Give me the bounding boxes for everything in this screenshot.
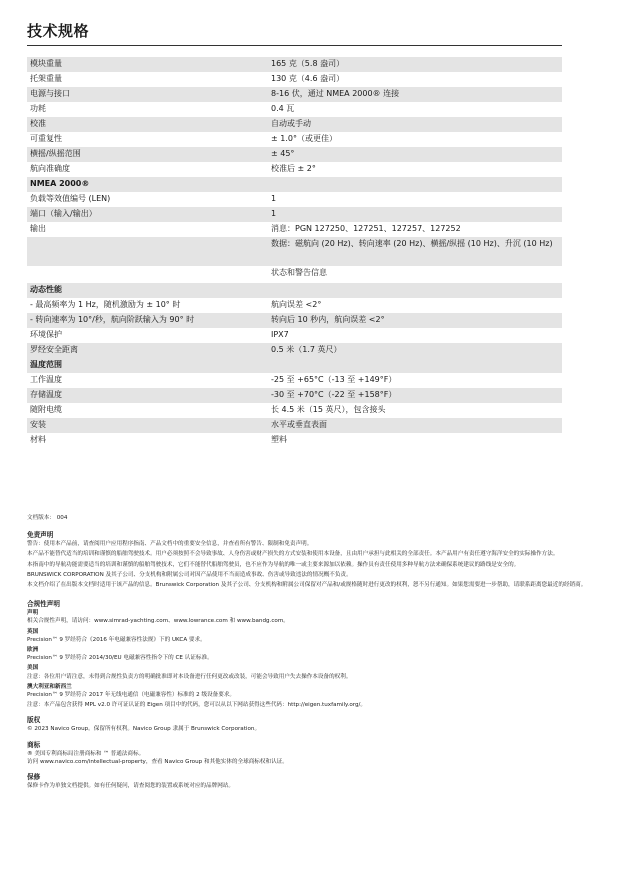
spec-row: [27, 207, 562, 222]
spec-row: [27, 87, 562, 102]
spec-value: 1: [271, 209, 277, 218]
page-title: 技术规格: [27, 22, 90, 40]
spec-row: [27, 192, 562, 207]
spec-value: 130 克（4.6 盎司）: [271, 74, 345, 83]
spec-value: 0.5 米（1.7 英尺）: [271, 345, 342, 354]
spec-table: [27, 57, 562, 448]
disclaimer-paragraph: 本产品不能替代适当的培训和谨慎的船舶驾驶技术。用户必须按照不会导致事故、人身伤害或财产损失的方式安装和使用本设备，且由用户承担与此相关的全部责任。本产品用户有责任遵守海洋安全的实际操作方法。: [27, 551, 559, 558]
spec-label: 模块重量: [30, 59, 62, 68]
spec-label: 工作温度: [30, 375, 62, 384]
disclaimer-paragraph: BRUNSWICK CORPORATION 及其子公司、分支机构和附属公司对因产品使用不当而造成事故、伤害或导致违法的情况概不负责。: [27, 571, 352, 578]
section-heading-nmea: [27, 177, 562, 192]
section-heading-label: 温度范围: [30, 360, 62, 369]
spec-value: 水平或垂直表面: [271, 420, 327, 429]
compliance-heading: 合规性声明: [27, 600, 60, 609]
disclaimer-paragraph: 警告：使用本产品前，请查阅用户应用程序指南、产品文档中的重要安全信息，并查看所有警告、限制和免责声明。: [27, 541, 313, 548]
section-heading-label: NMEA 2000®: [30, 179, 90, 188]
spec-value: 校准后 ± 2°: [271, 164, 316, 173]
spec-label: 存储温度: [30, 390, 62, 399]
legal-footer: [27, 514, 587, 792]
spec-row: [27, 266, 562, 281]
spec-value: 转向后 10 秒内，航向误差 <2°: [271, 315, 385, 324]
spec-label: 随附电缆: [30, 405, 62, 414]
spec-value: 长 4.5 米（15 英尺），包含接头: [271, 405, 386, 414]
spec-row: [27, 102, 562, 117]
spec-row: [27, 373, 562, 388]
spec-label: 罗经安全距离: [30, 345, 78, 354]
spec-value-continued: 数据：磁航向 (20 Hz)、转向速率 (20 Hz)、横摇/纵摇 (10 Hz)、升沉 (10 Hz): [271, 239, 553, 248]
spec-row: [27, 117, 562, 132]
spec-label: 航向准确度: [30, 164, 70, 173]
spec-value: IPX7: [271, 330, 289, 339]
spec-row: [27, 403, 562, 418]
spec-label: 端口（输入/输出）: [30, 209, 97, 218]
spec-value: -25 至 +65°C（-13 至 +149°F）: [271, 375, 397, 384]
spec-row: [27, 298, 562, 313]
spec-label: 材料: [30, 435, 46, 444]
spec-row: [27, 72, 562, 87]
title-divider: [27, 45, 562, 46]
spec-value: 消息：PGN 127250、127251、127257、127252: [271, 224, 461, 233]
eu-paragraph: Precision™ 9 罗经符合 2014/30/EU 电磁兼容性指令下的 CE 认证标准。: [27, 655, 213, 662]
spec-row: [27, 433, 562, 448]
trademark-heading: 商标: [27, 740, 41, 749]
trademark-paragraph: ® 美国专利商标局注册商标和 ™ 普通法商标。: [27, 750, 145, 757]
trademark-paragraph: 访问 www.navico.com/intellectual-property，查看 Navico Group 和其他实体的全球商标权和认证。: [27, 758, 288, 765]
spec-label: 托架重量: [30, 74, 62, 83]
spec-value: 自动或手动: [271, 119, 311, 128]
spec-row: [27, 147, 562, 162]
spec-label: - 最高频率为 1 Hz，随机激励为 ± 10° 时: [30, 300, 181, 309]
spec-row: [27, 388, 562, 403]
section-heading-temperature: [27, 358, 562, 373]
copyright-heading: 版权: [27, 716, 41, 725]
spec-row: [27, 162, 562, 177]
us-subheading: 美国: [27, 665, 39, 672]
eu-subheading: 欧洲: [27, 647, 39, 654]
disclaimer-paragraph: 本指南中的导航功能需要适当的培训和谨慎的船舶驾驶技术，它们不能替代船舶驾驶员，也不应作为导航的唯一或主要来源加以依赖。操作员有责任使用多种导航方法来确保系统建议的路线是安全的。: [27, 561, 520, 568]
spec-value: ± 45°: [271, 149, 295, 158]
spec-row: [27, 418, 562, 433]
spec-label: 电源与接口: [30, 89, 70, 98]
warranty-paragraph: 保修卡作为单独文档提供。如有任何疑问，请查阅您的装置或系统对应的品牌网站。: [27, 783, 234, 790]
spec-row: [27, 237, 562, 266]
uk-subheading: 英国: [27, 628, 39, 635]
spec-label: 校准: [30, 119, 46, 128]
spec-label: 横摇/纵摇范围: [30, 149, 81, 158]
spec-row: [27, 57, 562, 72]
spec-label: 负载等效值编号 (LEN): [30, 194, 111, 203]
spec-row: [27, 132, 562, 147]
spec-value: 0.4 瓦: [271, 104, 295, 113]
spec-label: 可重复性: [30, 134, 62, 143]
disclaimer-paragraph: 本文档介绍了在出版本文档时适用于该产品的信息。Brunswick Corporation 及其子公司、分支机构和附属公司保留对产品和/或规格随时进行更改的权利，恕不另行通知。如果您需要进一步帮助，请联系距离您最近的经销商。: [27, 582, 587, 589]
spec-value: 塑料: [271, 435, 287, 444]
spec-row: [27, 343, 562, 358]
declaration-paragraph: 相关合规性声明，请访问：www.simrad-yachting.com、www.lowrance.com 和 www.bandg.com。: [27, 618, 289, 625]
spec-label: 功耗: [30, 104, 46, 113]
declaration-subheading: 声明: [27, 610, 39, 617]
spec-row: [27, 328, 562, 343]
section-heading-dynamic: [27, 283, 562, 298]
spec-value: 航向误差 <2°: [271, 300, 322, 309]
uk-paragraph: Precision™ 9 罗经符合《2016 年电磁兼容性法规》下的 UKCA 要求。: [27, 636, 206, 643]
section-heading-label: 动态性能: [30, 285, 62, 294]
spec-value: 1: [271, 194, 277, 203]
us-paragraph: 注意：各位用户请注意，未得到合规性负责方的明确批准即对本设备进行任何更改或改装，可能会导致用户失去操作本设备的权利。: [27, 673, 352, 680]
spec-row: [27, 222, 562, 237]
au-nz-paragraph: Precision™ 9 罗经符合 2017 年无线电通信（电磁兼容性）标准的 2 级设备要求。: [27, 692, 236, 699]
spec-value: -30 至 +70°C（-22 至 +158°F）: [271, 390, 397, 399]
spec-value: ± 1.0°（或更佳）: [271, 134, 337, 143]
mpl-note-paragraph: 注意：本产品包含获得 MPL v2.0 许可证认证的 Eigen 项目中的代码，您可以从以下网站获得这些代码：http://eigen.tuxfamily.org/。: [27, 702, 366, 709]
spec-label: 安装: [30, 420, 46, 429]
spec-value-continued: 状态和警告信息: [271, 268, 327, 277]
spec-label: - 转向速率为 10°/秒，航向阶跃输入为 90° 时: [30, 315, 195, 324]
au-nz-subheading: 澳大利亚和新西兰: [27, 683, 72, 690]
document-version: 文档版本： 004: [27, 515, 68, 521]
spec-value: 8-16 伏，通过 NMEA 2000® 连接: [271, 89, 400, 98]
copyright-paragraph: © 2023 Navico Group。保留所有权利。Navico Group 隶属于 Brunswick Corporation。: [27, 726, 261, 733]
spec-value: 165 克（5.8 盎司）: [271, 59, 345, 68]
disclaimer-heading: 免责声明: [27, 531, 54, 540]
spec-row: [27, 313, 562, 328]
spec-label: 环境保护: [30, 330, 62, 339]
warranty-heading: 保修: [27, 773, 41, 782]
spec-label: 输出: [30, 224, 46, 233]
